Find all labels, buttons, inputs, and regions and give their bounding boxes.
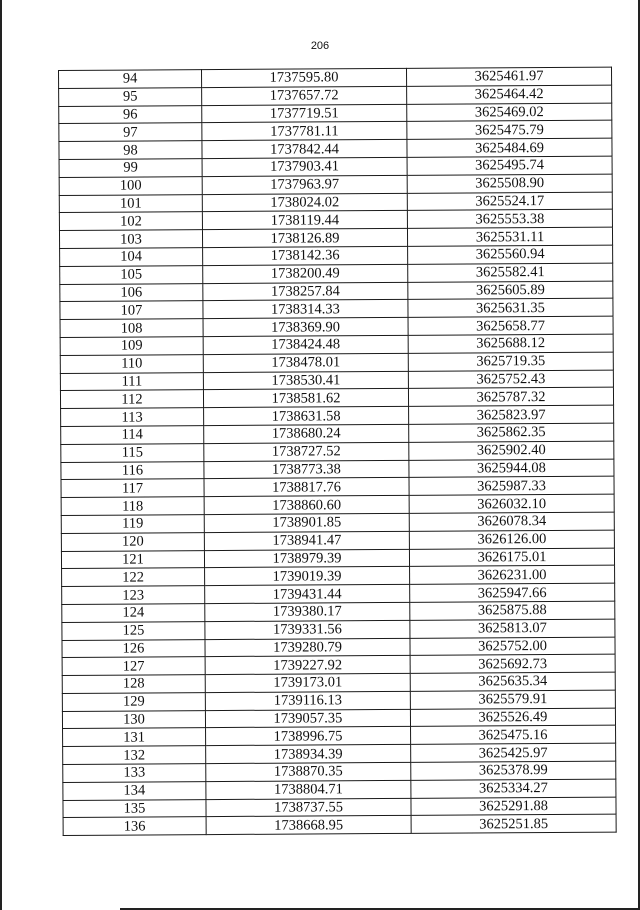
x-coordinate-cell: 1737903.41	[202, 157, 407, 176]
y-coordinate-cell: 3625461.97	[406, 67, 611, 86]
y-coordinate-cell: 3625291.88	[411, 797, 616, 816]
x-coordinate-cell: 1737595.80	[202, 68, 407, 87]
x-coordinate-cell: 1738804.71	[206, 780, 411, 799]
x-coordinate-cell: 1738119.44	[202, 211, 407, 230]
coordinates-table-wrapper	[58, 67, 616, 837]
point-number-cell: 99	[59, 159, 202, 178]
x-coordinate-cell: 1738530.41	[203, 371, 408, 390]
point-number-cell: 113	[61, 408, 204, 427]
point-number-cell: 94	[59, 70, 202, 89]
x-coordinate-cell: 1739019.39	[205, 567, 410, 586]
point-number-cell: 136	[63, 817, 206, 836]
point-number-cell: 133	[63, 764, 206, 783]
x-coordinate-cell: 1738024.02	[202, 193, 407, 212]
y-coordinate-cell: 3625579.91	[410, 690, 615, 709]
point-number-cell: 108	[60, 319, 203, 338]
x-coordinate-cell: 1738934.39	[206, 745, 411, 764]
x-coordinate-cell: 1738424.48	[203, 335, 408, 354]
coordinates-table	[58, 67, 617, 837]
y-coordinate-cell: 3625875.88	[410, 601, 615, 620]
x-coordinate-cell: 1739057.35	[205, 709, 410, 728]
point-number-cell: 116	[61, 461, 204, 480]
y-coordinate-cell: 3625752.43	[408, 370, 613, 389]
x-coordinate-cell: 1738860.60	[204, 495, 409, 514]
y-coordinate-cell: 3625334.27	[411, 779, 616, 798]
point-number-cell: 114	[61, 426, 204, 445]
point-number-cell: 115	[61, 443, 204, 462]
page-edge-left	[0, 0, 2, 910]
x-coordinate-cell: 1737657.72	[202, 86, 407, 105]
point-number-cell: 98	[59, 141, 202, 160]
point-number-cell: 127	[62, 657, 205, 676]
y-coordinate-cell: 3625469.02	[407, 103, 612, 122]
y-coordinate-cell: 3626231.00	[410, 565, 615, 584]
y-coordinate-cell: 3626078.34	[409, 512, 614, 531]
y-coordinate-cell: 3625862.35	[409, 423, 614, 442]
y-coordinate-cell: 3625719.35	[408, 352, 613, 371]
y-coordinate-cell: 3625475.16	[411, 726, 616, 745]
x-coordinate-cell: 1738631.58	[204, 407, 409, 426]
x-coordinate-cell: 1737781.11	[202, 122, 407, 141]
point-number-cell: 112	[60, 390, 203, 409]
x-coordinate-cell: 1739116.13	[205, 691, 410, 710]
x-coordinate-cell: 1739380.17	[205, 602, 410, 621]
x-coordinate-cell: 1738478.01	[203, 353, 408, 372]
y-coordinate-cell: 3625553.38	[407, 209, 612, 228]
x-coordinate-cell: 1739331.56	[205, 620, 410, 639]
y-coordinate-cell: 3625947.66	[410, 583, 615, 602]
point-number-cell: 104	[60, 248, 203, 267]
point-number-cell: 128	[62, 675, 205, 694]
x-coordinate-cell: 1739431.44	[205, 584, 410, 603]
y-coordinate-cell: 3625251.85	[411, 815, 616, 834]
x-coordinate-cell: 1739280.79	[205, 638, 410, 657]
x-coordinate-cell: 1738126.89	[202, 229, 407, 248]
point-number-cell: 101	[59, 194, 202, 213]
point-number-cell: 125	[62, 621, 205, 640]
table-row	[63, 815, 616, 836]
point-number-cell: 132	[63, 746, 206, 765]
y-coordinate-cell: 3626126.00	[409, 530, 614, 549]
x-coordinate-cell: 1739227.92	[205, 656, 410, 675]
y-coordinate-cell: 3625688.12	[408, 334, 613, 353]
x-coordinate-cell: 1738142.36	[203, 246, 408, 265]
point-number-cell: 124	[62, 604, 205, 623]
y-coordinate-cell: 3625787.32	[408, 387, 613, 406]
point-number-cell: 97	[59, 123, 202, 142]
y-coordinate-cell: 3625631.35	[408, 298, 613, 317]
x-coordinate-cell: 1738941.47	[204, 531, 409, 550]
y-coordinate-cell: 3625531.11	[407, 227, 612, 246]
x-coordinate-cell: 1738727.52	[204, 442, 409, 461]
point-number-cell: 100	[59, 176, 202, 195]
x-coordinate-cell: 1737719.51	[202, 104, 407, 123]
x-coordinate-cell: 1738200.49	[203, 264, 408, 283]
x-coordinate-cell: 1738680.24	[204, 424, 409, 443]
y-coordinate-cell: 3625752.00	[410, 637, 615, 656]
point-number-cell: 103	[59, 230, 202, 249]
y-coordinate-cell: 3625582.41	[408, 263, 613, 282]
point-number-cell: 123	[62, 586, 205, 605]
point-number-cell: 102	[59, 212, 202, 231]
y-coordinate-cell: 3625813.07	[410, 619, 615, 638]
point-number-cell: 95	[59, 87, 202, 106]
y-coordinate-cell: 3625692.73	[410, 654, 615, 673]
point-number-cell: 117	[61, 479, 204, 498]
y-coordinate-cell: 3625526.49	[410, 708, 615, 727]
y-coordinate-cell: 3625495.74	[407, 156, 612, 175]
point-number-cell: 120	[61, 532, 204, 551]
point-number-cell: 131	[63, 728, 206, 747]
x-coordinate-cell: 1738581.62	[203, 389, 408, 408]
point-number-cell: 106	[60, 283, 203, 302]
x-coordinate-cell: 1738369.90	[203, 318, 408, 337]
x-coordinate-cell: 1737842.44	[202, 140, 407, 159]
y-coordinate-cell: 3625635.34	[410, 672, 615, 691]
x-coordinate-cell: 1738979.39	[204, 549, 409, 568]
point-number-cell: 96	[59, 105, 202, 124]
point-number-cell: 109	[60, 337, 203, 356]
point-number-cell: 135	[63, 799, 206, 818]
x-coordinate-cell: 1739173.01	[205, 673, 410, 692]
point-number-cell: 134	[63, 781, 206, 800]
y-coordinate-cell: 3625944.08	[409, 459, 614, 478]
x-coordinate-cell: 1738870.35	[206, 762, 411, 781]
x-coordinate-cell: 1738901.85	[204, 513, 409, 532]
point-number-cell: 107	[60, 301, 203, 320]
y-coordinate-cell: 3625987.33	[409, 476, 614, 495]
point-number-cell: 118	[61, 497, 204, 516]
point-number-cell: 121	[61, 550, 204, 569]
page-number: 206	[310, 40, 330, 52]
x-coordinate-cell: 1738996.75	[206, 727, 411, 746]
y-coordinate-cell: 3625484.69	[407, 138, 612, 157]
point-number-cell: 126	[62, 639, 205, 658]
y-coordinate-cell: 3625605.89	[408, 281, 613, 300]
coordinates-table-body	[59, 67, 617, 836]
y-coordinate-cell: 3625658.77	[408, 316, 613, 335]
y-coordinate-cell: 3625823.97	[409, 405, 614, 424]
y-coordinate-cell: 3625475.79	[407, 121, 612, 140]
point-number-cell: 119	[61, 515, 204, 534]
point-number-cell: 105	[60, 265, 203, 284]
x-coordinate-cell: 1738737.55	[206, 798, 411, 817]
x-coordinate-cell: 1738668.95	[206, 816, 411, 835]
x-coordinate-cell: 1738257.84	[203, 282, 408, 301]
y-coordinate-cell: 3625425.97	[411, 743, 616, 762]
x-coordinate-cell: 1737963.97	[202, 175, 407, 194]
y-coordinate-cell: 3625464.42	[407, 85, 612, 104]
point-number-cell: 111	[60, 372, 203, 391]
y-coordinate-cell: 3625902.40	[409, 441, 614, 460]
point-number-cell: 130	[62, 710, 205, 729]
y-coordinate-cell: 3626032.10	[409, 494, 614, 513]
y-coordinate-cell: 3626175.01	[409, 548, 614, 567]
x-coordinate-cell: 1738773.38	[204, 460, 409, 479]
y-coordinate-cell: 3625508.90	[407, 174, 612, 193]
x-coordinate-cell: 1738314.33	[203, 300, 408, 319]
point-number-cell: 110	[60, 354, 203, 373]
point-number-cell: 129	[62, 693, 205, 712]
y-coordinate-cell: 3625524.17	[407, 192, 612, 211]
y-coordinate-cell: 3625560.94	[408, 245, 613, 264]
y-coordinate-cell: 3625378.99	[411, 761, 616, 780]
x-coordinate-cell: 1738817.76	[204, 478, 409, 497]
point-number-cell: 122	[62, 568, 205, 587]
